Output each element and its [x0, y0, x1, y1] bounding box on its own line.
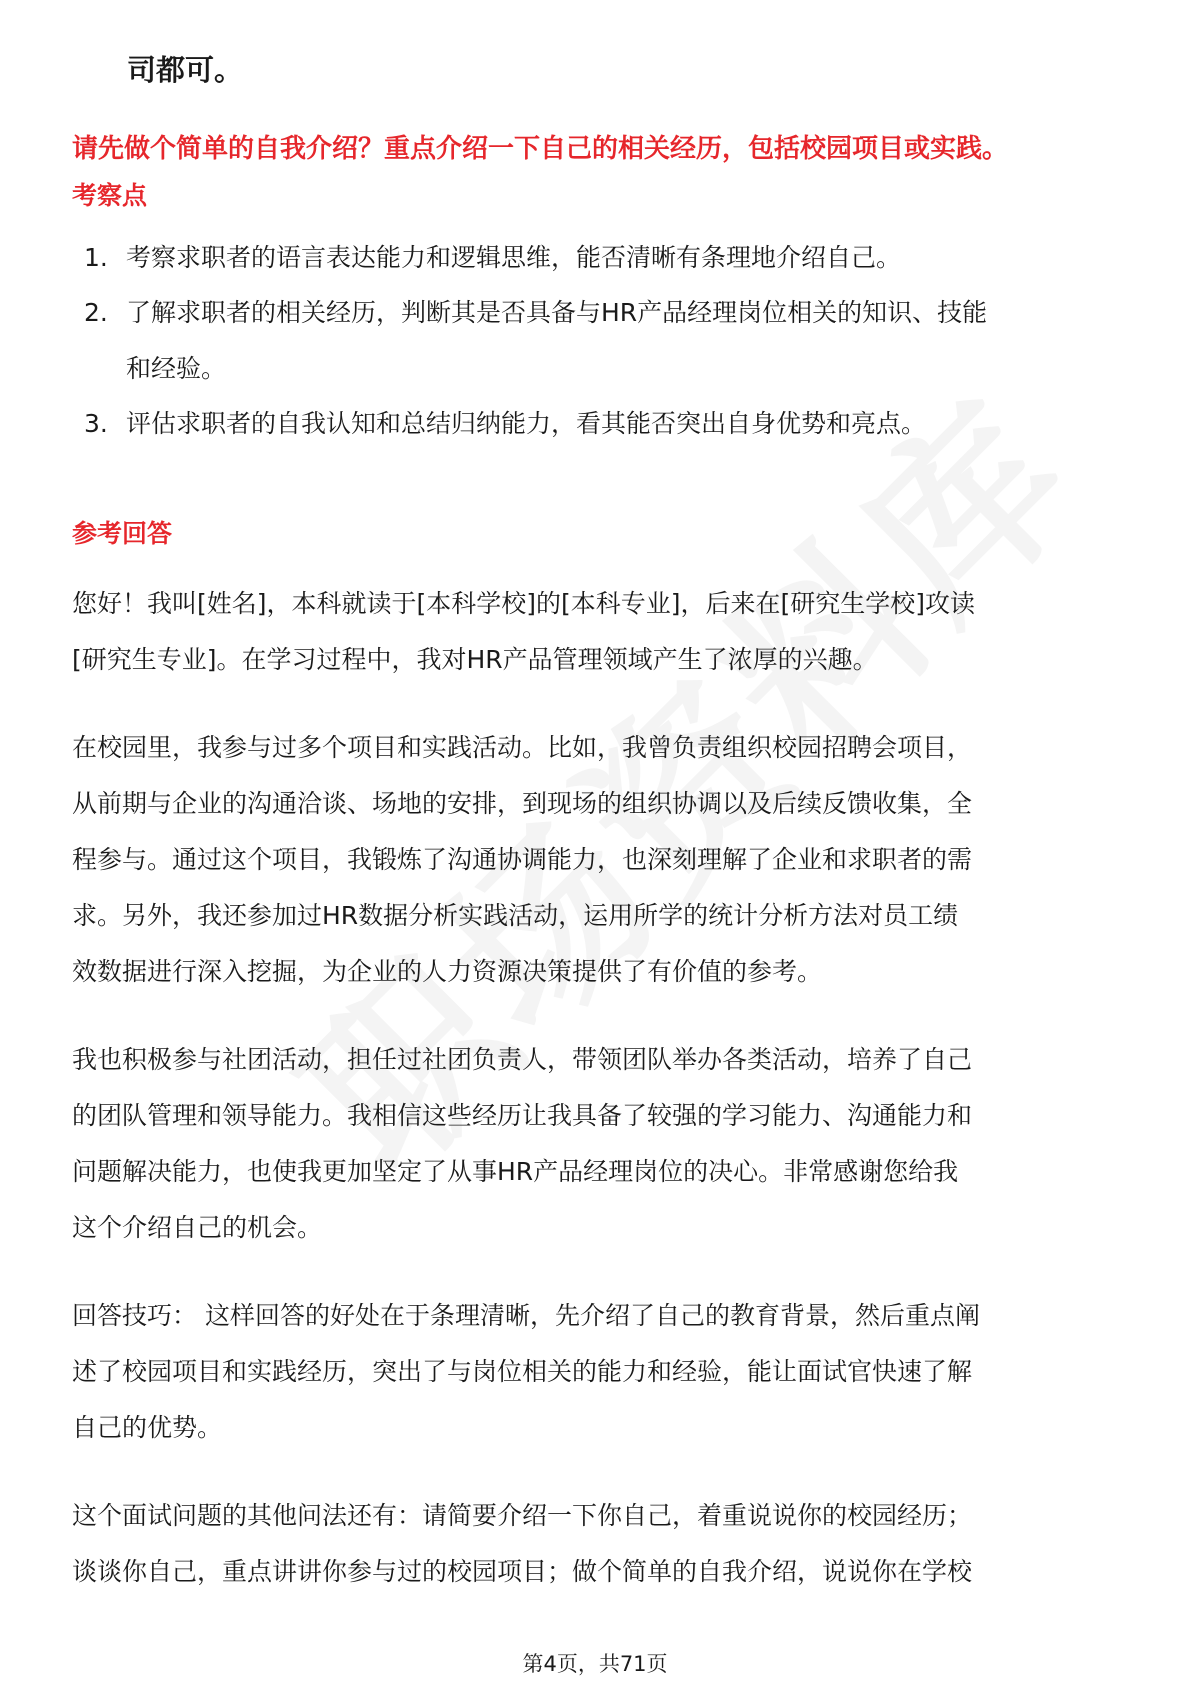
exam-point-3: [0, 396, 1190, 452]
exam-point-1: [0, 230, 1190, 286]
answer-tips-line: 述了校园项目和实践经历，突出了与岗位相关的能力和经验，能让面试官快速了解: [72, 1357, 973, 1386]
page-number: 第4页，共71页: [522, 1652, 668, 1676]
list-text: 评估求职者的自我认知和总结归纳能力，看其能否突出自身优势和亮点。: [126, 409, 927, 438]
reference-answer-heading: 参考回答: [72, 519, 173, 548]
question-heading: 请先做个简单的自我介绍？重点介绍一下自己的相关经历，包括校园项目或实践。: [72, 134, 1009, 164]
paragraph-line: 这个介绍自己的机会。: [72, 1213, 323, 1242]
list-number: 2.: [84, 298, 108, 327]
exam-points-heading: 考察点: [72, 181, 148, 210]
list-number: 3.: [84, 409, 108, 438]
paragraph-line: 您好！我叫[姓名]，本科就读于[本科学校]的[本科专业]，后来在[研究生学校]攻读: [72, 589, 976, 618]
paragraph-line: 谈谈你自己，重点讲讲你参与过的校园项目；做个简单的自我介绍，说说你在学校: [72, 1557, 973, 1586]
paragraph-line: 我也积极参与社团活动，担任过社团负责人，带领团队举办各类活动，培养了自己: [72, 1045, 973, 1074]
answer-tips-line: 回答技巧： 这样回答的好处在于条理清晰，先介绍了自己的教育背景，然后重点阐: [72, 1301, 980, 1330]
paragraph-line: 从前期与企业的沟通洽谈、场地的安排，到现场的组织协调以及后续反馈收集，全: [72, 789, 973, 818]
answer-tips-line: 自己的优势。: [72, 1413, 223, 1442]
list-text: 考察求职者的语言表达能力和逻辑思维，能否清晰有条理地介绍自己。: [126, 243, 902, 272]
list-text: 和经验。: [126, 354, 227, 383]
paragraph-line: 程参与。通过这个项目，我锻炼了沟通协调能力，也深刻理解了企业和求职者的需: [72, 845, 973, 874]
list-number: 1.: [84, 243, 108, 272]
continued-text: 司都可。: [127, 53, 244, 87]
paragraph-line: 的团队管理和领导能力。我相信这些经历让我具备了较强的学习能力、沟通能力和: [72, 1101, 973, 1130]
paragraph-line: 这个面试问题的其他问法还有：请简要介绍一下你自己，着重说说你的校园经历；: [72, 1501, 973, 1530]
paragraph-line: 效数据进行深入挖掘，为企业的人力资源决策提供了有价值的参考。: [72, 957, 823, 986]
paragraph-line: 在校园里，我参与过多个项目和实践活动。比如，我曾负责组织校园招聘会项目，: [72, 733, 973, 762]
paragraph-line: [研究生专业]。在学习过程中，我对HR产品管理领域产生了浓厚的兴趣。: [72, 645, 878, 674]
paragraph-line: 求。另外，我还参加过HR数据分析实践活动，运用所学的统计分析方法对员工绩: [72, 901, 959, 930]
watermark: [230, 326, 1130, 1226]
exam-point-2: [0, 285, 1190, 397]
paragraph-line: 问题解决能力，也使我更加坚定了从事HR产品经理岗位的决心。非常感谢您给我: [72, 1157, 959, 1186]
list-text: 了解求职者的相关经历，判断其是否具备与HR产品经理岗位相关的知识、技能: [126, 298, 988, 327]
